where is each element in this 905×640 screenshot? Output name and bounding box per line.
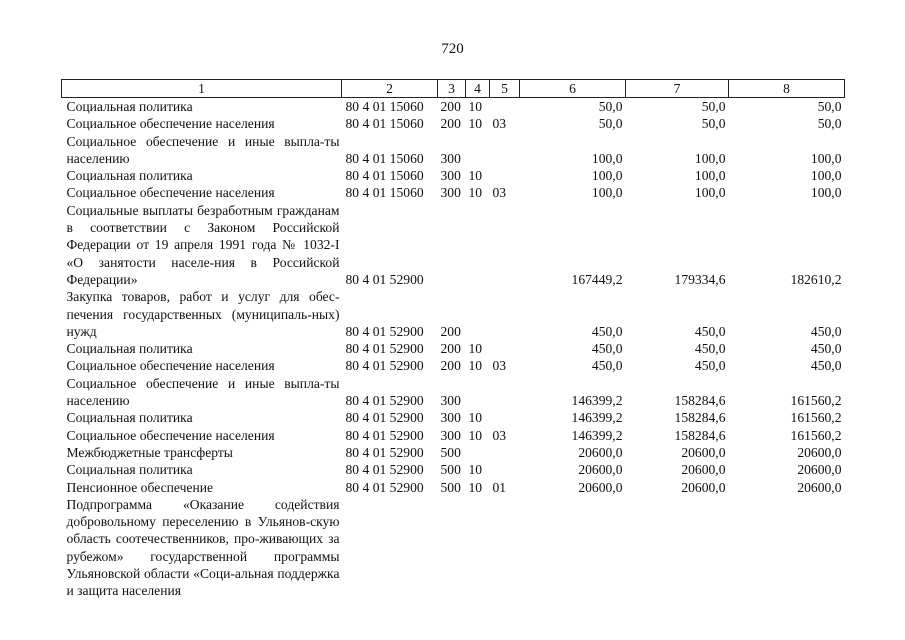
- subsection-code: [490, 202, 520, 288]
- table-row: [62, 184, 845, 201]
- amount-col-6: 167449,2: [571, 271, 623, 287]
- amount-col-8: 100,0: [810, 150, 842, 166]
- item-name: Социальная политика: [66, 168, 193, 184]
- item-name: Межбюджетные трансферты: [66, 444, 233, 460]
- table-row: [62, 409, 845, 426]
- target-code: 80 4 01 15060: [345, 116, 424, 132]
- section-code: 10: [468, 168, 483, 184]
- amount-col-7: 450,0: [694, 341, 726, 357]
- header-col-2: 2: [342, 80, 438, 98]
- section-code: [466, 288, 490, 340]
- subsection-code: [490, 496, 520, 600]
- amount-col-8: 450,0: [810, 323, 842, 339]
- amount-col-6: 450,0: [591, 358, 623, 374]
- amount-col-7: 450,0: [694, 323, 726, 339]
- target-code: 80 4 01 52900: [345, 341, 424, 357]
- table-row: [62, 288, 845, 340]
- expense-type: 200: [440, 99, 461, 114]
- table-row: [62, 98, 845, 116]
- amount-col-6: 50,0: [598, 116, 623, 132]
- section-code: [466, 133, 490, 168]
- table-row: [62, 133, 845, 168]
- item-name: Закупка товаров, работ и услуг для обес-печения государственных (муниципаль-ных) нужд: [66, 289, 340, 339]
- item-name: Социальное обеспечение и иные выпла-ты населению: [66, 375, 340, 409]
- header-col-7: 7: [626, 80, 729, 98]
- amount-col-8: 50,0: [817, 116, 842, 132]
- section-code: 10: [468, 116, 483, 132]
- amount-col-7: 158284,6: [674, 393, 726, 409]
- subsection-code: [490, 133, 520, 168]
- amount-col-6: 100,0: [591, 168, 623, 184]
- amount-col-7: 20600,0: [681, 479, 726, 495]
- amount-col-8: [729, 496, 845, 600]
- table-row: [62, 479, 845, 496]
- amount-col-7: 50,0: [701, 116, 726, 132]
- table-row: [62, 167, 845, 184]
- expense-type: 500: [440, 444, 461, 460]
- page-number: 720: [441, 41, 464, 57]
- amount-col-6: 146399,2: [571, 427, 623, 443]
- target-code: 80 4 01 15060: [345, 150, 424, 166]
- target-code: 80 4 01 15060: [345, 99, 424, 114]
- section-code: 10: [468, 341, 483, 357]
- subsection-code: 03: [492, 427, 507, 443]
- header-col-8: 8: [729, 80, 845, 98]
- amount-col-6: 450,0: [591, 323, 623, 339]
- amount-col-8: 100,0: [810, 168, 842, 184]
- item-name: Социальная политика: [66, 462, 193, 478]
- amount-col-6: 20600,0: [578, 444, 623, 460]
- item-name: Социальная политика: [66, 99, 193, 114]
- amount-col-6: 450,0: [591, 341, 623, 357]
- section-code: [466, 375, 490, 410]
- table-row: [62, 461, 845, 478]
- amount-col-7: 158284,6: [674, 410, 726, 426]
- subsection-code: 03: [492, 358, 507, 374]
- expense-type: 300: [440, 168, 461, 184]
- header-col-3: 3: [438, 80, 466, 98]
- item-name: Социальное обеспечение населения: [66, 185, 275, 201]
- table-row: [62, 357, 845, 374]
- target-code: [342, 496, 438, 600]
- amount-col-7: 179334,6: [674, 271, 726, 287]
- amount-col-8: 161560,2: [790, 427, 842, 443]
- section-code: 10: [468, 479, 483, 495]
- table-row: [62, 375, 845, 410]
- expense-type: [438, 202, 466, 288]
- amount-col-7: 100,0: [694, 150, 726, 166]
- subsection-code: [490, 98, 520, 116]
- header-col-5: 5: [490, 80, 520, 98]
- item-name: Социальное обеспечение населения: [66, 427, 275, 443]
- expense-type: 200: [440, 341, 461, 357]
- subsection-code: [490, 444, 520, 461]
- expense-type: 200: [440, 323, 461, 339]
- amount-col-8: 161560,2: [790, 410, 842, 426]
- amount-col-8: 20600,0: [797, 479, 842, 495]
- amount-col-6: [520, 496, 626, 600]
- amount-col-8: 100,0: [810, 185, 842, 201]
- amount-col-6: 20600,0: [578, 462, 623, 478]
- amount-col-7: 20600,0: [681, 462, 726, 478]
- expense-type: 300: [440, 410, 461, 426]
- target-code: 80 4 01 15060: [345, 168, 424, 184]
- section-code: 10: [468, 427, 483, 443]
- amount-col-6: 100,0: [591, 150, 623, 166]
- section-code: 10: [468, 99, 483, 114]
- subsection-code: 01: [492, 479, 507, 495]
- expense-type: 500: [440, 462, 461, 478]
- expense-type: 500: [440, 479, 461, 495]
- table-body: [62, 98, 845, 600]
- amount-col-6: 20600,0: [578, 479, 623, 495]
- target-code: 80 4 01 52900: [345, 444, 424, 460]
- amount-col-7: 158284,6: [674, 427, 726, 443]
- amount-col-8: 161560,2: [790, 393, 842, 409]
- budget-table: [61, 79, 845, 600]
- amount-col-6: 100,0: [591, 185, 623, 201]
- target-code: 80 4 01 52900: [345, 393, 424, 409]
- target-code: 80 4 01 52900: [345, 427, 424, 443]
- amount-col-6: 50,0: [598, 99, 623, 114]
- subsection-code: [490, 375, 520, 410]
- expense-type: 300: [440, 185, 461, 201]
- amount-col-7: 20600,0: [681, 444, 726, 460]
- amount-col-6: 146399,2: [571, 410, 623, 426]
- amount-col-8: 450,0: [810, 358, 842, 374]
- amount-col-8: 50,0: [817, 99, 842, 114]
- expense-type: 300: [440, 393, 461, 409]
- table-row: [62, 202, 845, 288]
- header-col-1: 1: [62, 80, 342, 98]
- section-code: 10: [468, 185, 483, 201]
- expense-type: 300: [440, 150, 461, 166]
- header-col-6: 6: [520, 80, 626, 98]
- item-name: Социальная политика: [66, 410, 193, 426]
- table-row: [62, 496, 845, 600]
- subsection-code: 03: [492, 185, 507, 201]
- item-name: Социальное обеспечение и иные выпла-ты населению: [66, 133, 340, 166]
- subsection-code: [490, 288, 520, 340]
- expense-type: 200: [440, 358, 461, 374]
- target-code: 80 4 01 52900: [345, 271, 424, 287]
- expense-type: [438, 496, 466, 600]
- subsection-code: [490, 340, 520, 357]
- item-name: Социальные выплаты безработным гражданам в соответствии с Законом Российской Федерации от 19 апреля 1991 года № 1032-I «О занятости населе-ния в Российской Федерации»: [66, 202, 340, 287]
- expense-type: 200: [440, 116, 461, 132]
- amount-col-7: [626, 496, 729, 600]
- subsection-code: [490, 409, 520, 426]
- expense-type: 300: [440, 427, 461, 443]
- table-header-row: [62, 80, 845, 98]
- item-name: Социальная политика: [66, 341, 193, 357]
- section-code: 10: [468, 358, 483, 374]
- table-row: [62, 340, 845, 357]
- subsection-code: 03: [492, 116, 507, 132]
- amount-col-6: 146399,2: [571, 393, 623, 409]
- subsection-code: [490, 461, 520, 478]
- item-name: Подпрограмма «Оказание содействия добровольному переселению в Ульянов-скую область соотечественников, про-живающих за рубежом» государственной программы Ульяновской области «Соци-альная поддержка и защита населения: [66, 496, 340, 599]
- target-code: 80 4 01 52900: [345, 479, 424, 495]
- table-row: [62, 444, 845, 461]
- section-code: [466, 496, 490, 600]
- table-row: [62, 427, 845, 444]
- amount-col-8: 182610,2: [790, 271, 842, 287]
- subsection-code: [490, 167, 520, 184]
- item-name: Социальное обеспечение населения: [66, 358, 275, 374]
- header-col-4: 4: [466, 80, 490, 98]
- target-code: 80 4 01 52900: [345, 323, 424, 339]
- target-code: 80 4 01 52900: [345, 410, 424, 426]
- section-code: [466, 202, 490, 288]
- section-code: [466, 444, 490, 461]
- amount-col-7: 450,0: [694, 358, 726, 374]
- amount-col-8: 20600,0: [797, 462, 842, 478]
- amount-col-8: 450,0: [810, 341, 842, 357]
- target-code: 80 4 01 15060: [345, 185, 424, 201]
- amount-col-7: 50,0: [701, 99, 726, 114]
- section-code: 10: [468, 462, 483, 478]
- amount-col-7: 100,0: [694, 185, 726, 201]
- target-code: 80 4 01 52900: [345, 462, 424, 478]
- target-code: 80 4 01 52900: [345, 358, 424, 374]
- item-name: Социальное обеспечение населения: [66, 116, 275, 132]
- amount-col-8: 20600,0: [797, 444, 842, 460]
- item-name: Пенсионное обеспечение: [66, 479, 214, 495]
- amount-col-7: 100,0: [694, 168, 726, 184]
- table-row: [62, 115, 845, 132]
- section-code: 10: [468, 410, 483, 426]
